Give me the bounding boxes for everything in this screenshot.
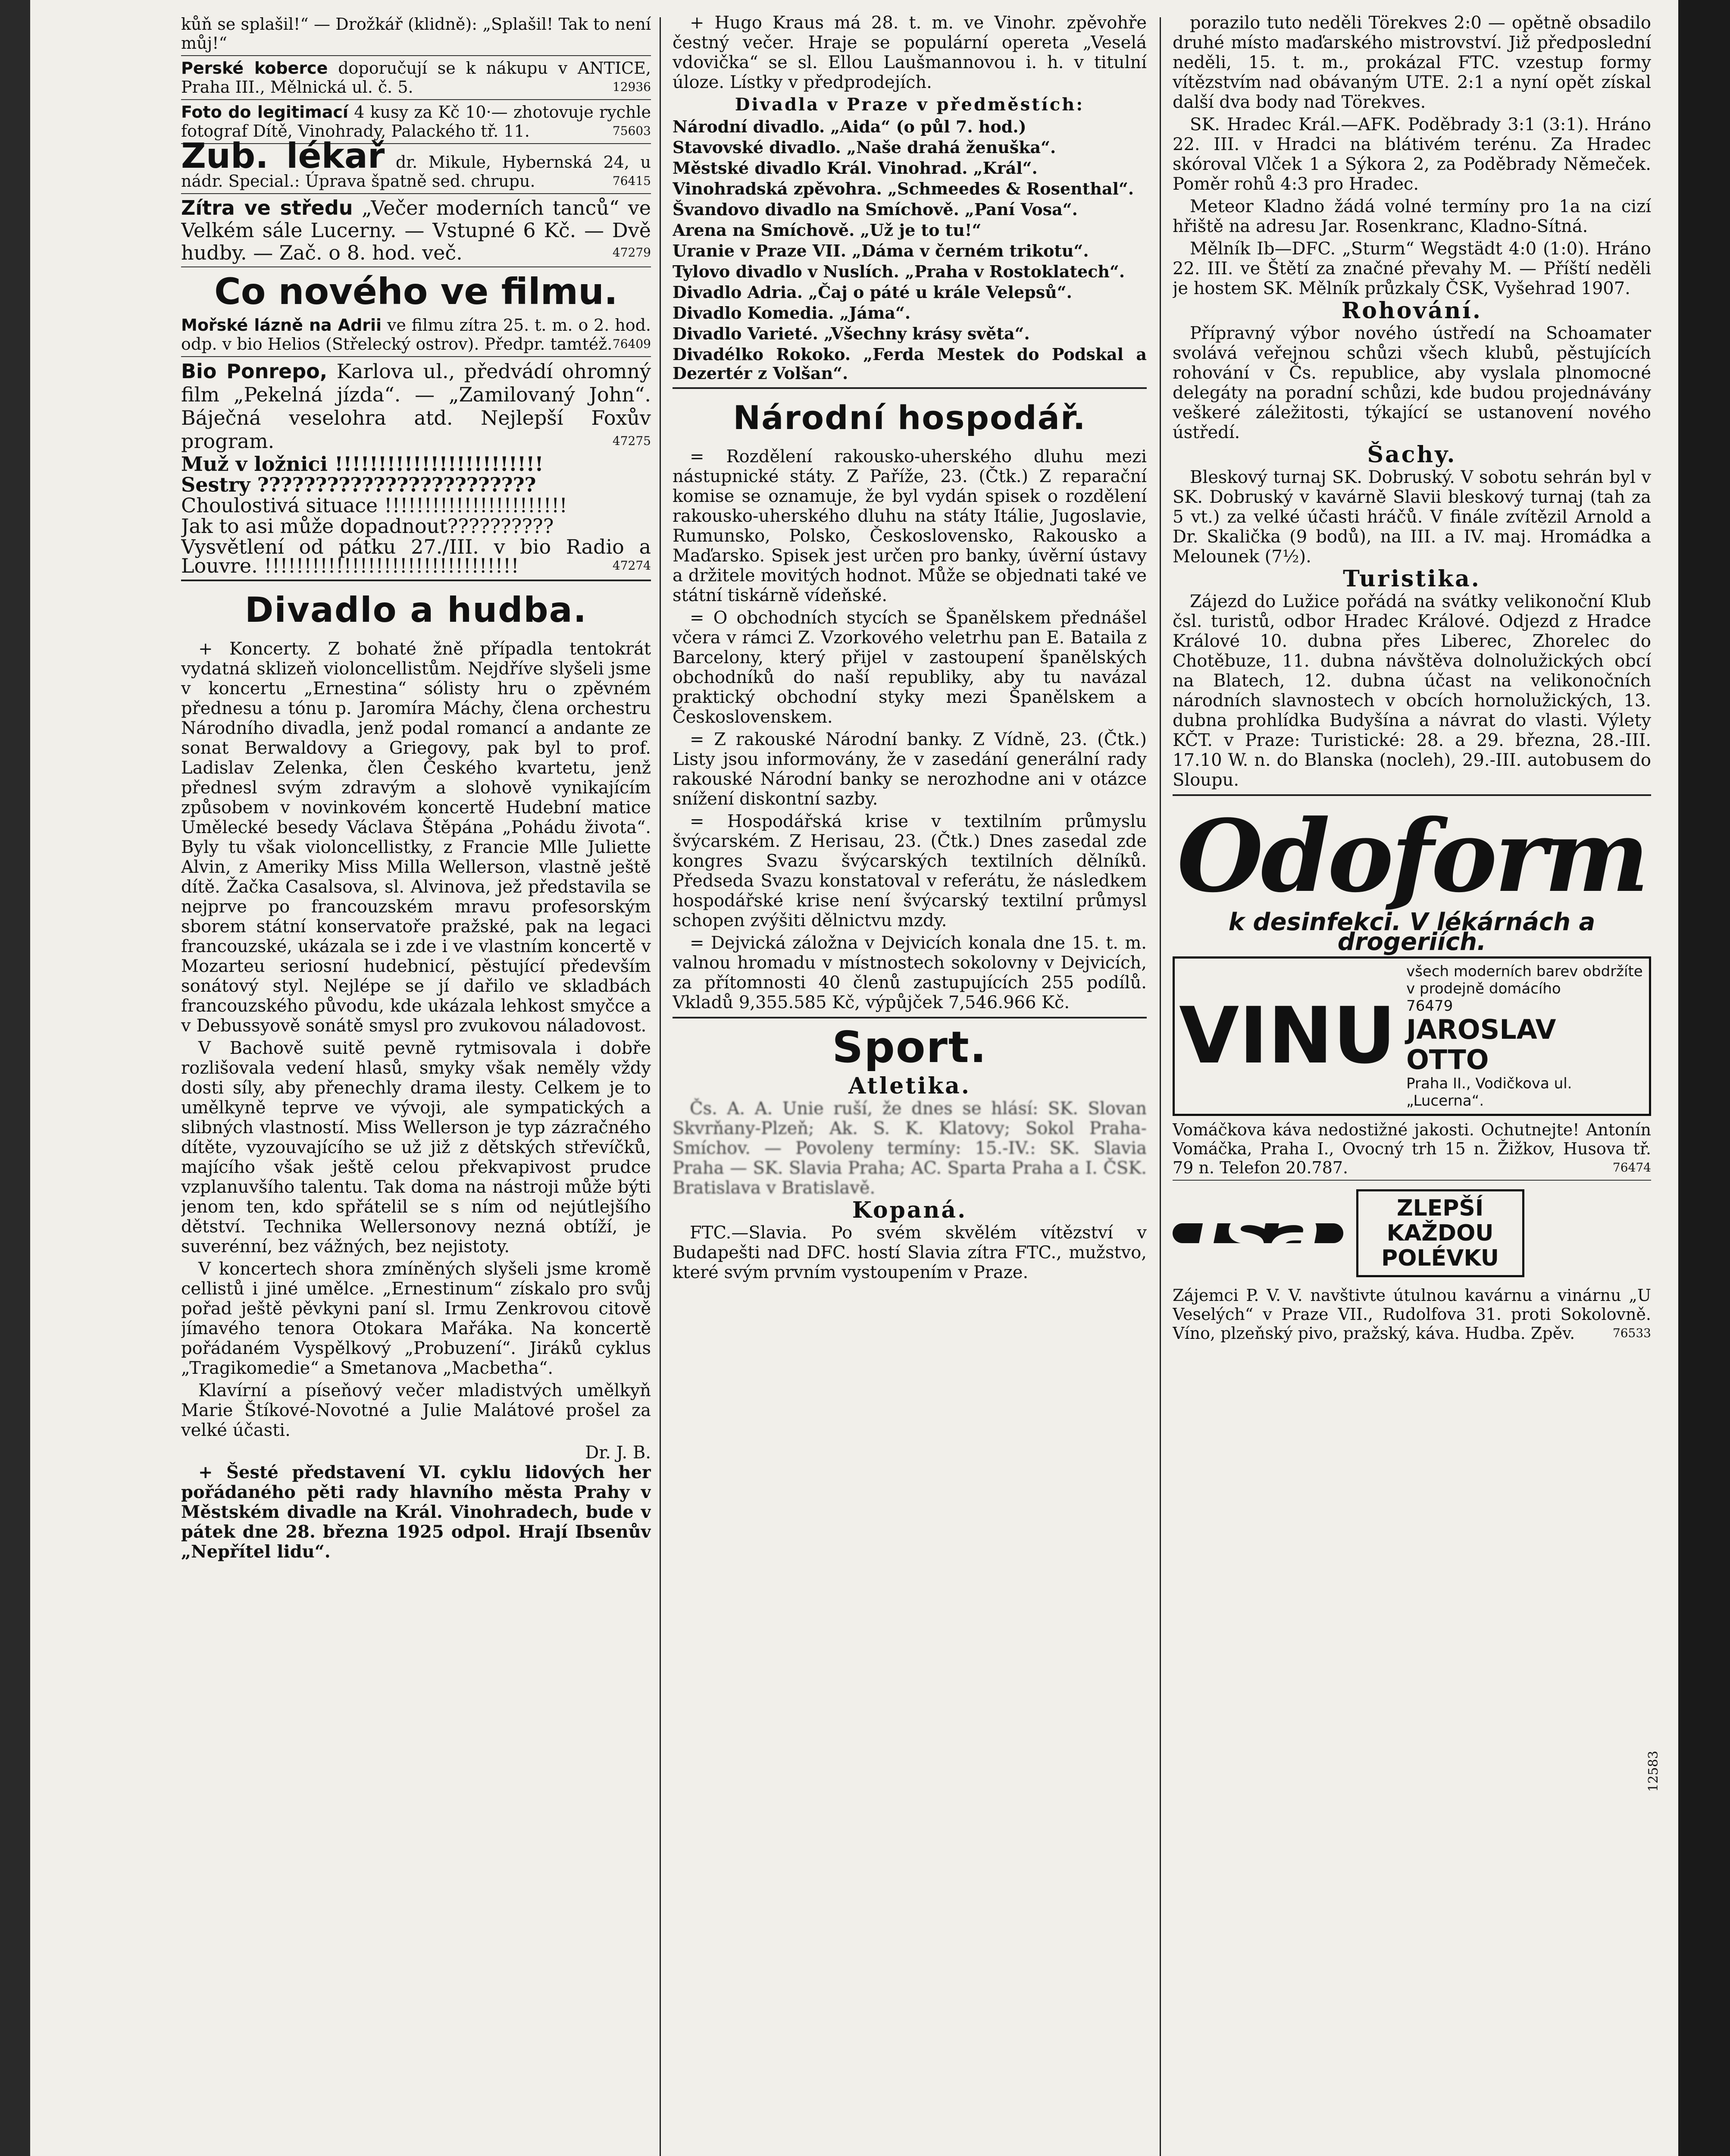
odoform-logo: Odoform	[1177, 798, 1647, 915]
ad-photo	[181, 103, 651, 141]
film-item	[181, 496, 651, 515]
program-title: Divadla v Praze v předměstích:	[735, 94, 1085, 115]
article: = Dejvická záložna v Dejvicích konala dne 15. t. m. valnou hromadu v místnostech sokolovny v Dejvicích, za přítomnosti 40 členů zastupujících 255 podílů. Vkladů 9,355.585 Kč, výpůjček 7,546.966 Kč.	[673, 933, 1147, 1012]
isa-ad	[1173, 1185, 1651, 1282]
article: Klavírní a píseňový večer mladistvých umělkyň Marie Štíkové-Novotné a Julie Malátové prošel za velké účasti.	[181, 1381, 651, 1440]
vinu-address: Praha II., Vodičkova ul. „Lucerna“.	[1406, 1075, 1572, 1109]
column-3	[1173, 13, 1651, 2156]
ad-dance	[181, 197, 651, 264]
article: = Hospodářská krise v textilním průmyslu švýcarském. Z Herisau, 23. (Čtk.) Dnes zasedal zde kongres Svazu švýcarských textilních dělníků. Předseda Svazu konstatoval v referátu, že následkem hospodářské krise není švýcarský textilní průmysl schopen zvýšiti dělnictvu mzdy.	[673, 812, 1147, 931]
isa-logo: Isa	[1173, 1223, 1343, 1243]
ad-code: 76533	[1612, 1326, 1651, 1340]
vinu-logo: VINU	[1179, 991, 1396, 1081]
ad-carpets	[181, 59, 651, 97]
divider	[673, 387, 1147, 389]
veselych-ad	[1173, 1286, 1651, 1343]
film-item	[181, 360, 651, 453]
ad-code: 47279	[612, 245, 651, 260]
scan-left-edge	[0, 0, 30, 2156]
article: Čs. A. A. Unie ruší, že dnes se hlásí: SK. Slovan Skvrňany-Plzeň; Ak. S. K. Klatovy; Sokol Praha-Smíchov. — Povoleny termíny: 15.-IV.: SK. Slavia Praha — SK. Slavia Praha; AC. Sparta Praha a I. ČSK. Bratislava v Bratislavě.	[673, 1099, 1147, 1198]
veselych-text: Zájemci P. V. V. navštivte útulnou kavárnu a vinárnu „U Veselých“ v Praze VII., Rudolfova 31. proti Sokolovně. Víno, plzeňský pivo, pražský, káva. Hudba. Zpěv.	[1173, 1286, 1651, 1343]
article: Mělník Ib—DFC. „Sturm“ Wegstädt 4:0 (1:0). Hráno 22. III. ve Štětí za značné převahy M. — Příští neděli je hostem SK. Mělník průzkaly ČSK, Vyšehrad 1907.	[1173, 239, 1651, 298]
article: + Šesté představení VI. cyklu lidových her pořádaného pěti rady hlavního města Prahy v Městském divadle na Král. Vinohradech, bude v pátek dne 28. března 1925 odpol. Hrají Ibsenův „Nepřítel lidu“.	[181, 1462, 651, 1562]
section-heading: Turistika.	[1343, 566, 1481, 592]
ad-code: 76474	[1612, 1160, 1651, 1175]
article: = O obchodních stycích se Španělskem přednášel včera v rámci Z. Vzorkového veletrhu pan E. Bataila z Barcelony, který přijel v zastoupení španělských obchodníků do naší republiky, aby tu navázal praktický obchodní styky mezi Španělskem a Československem.	[673, 608, 1147, 727]
signature: Dr. J. B.	[585, 1443, 651, 1463]
film-item	[181, 537, 651, 575]
sport-subheading: Atletika.	[848, 1073, 971, 1099]
section-heading: Divadlo a hudba.	[244, 590, 588, 630]
article: V Bachově suitě pevně rytmisovala i dobře rozlišovala vedení hlasů, smyky však neměly vždy dosti síly, aby přenechly drama ilesty. Celkem je to umělkyně teprve ve vývoji, ale sympatických a slibných vlastností. Miss Wellerson je typ zázračného dítěte, vyzouvajícího se už již z dětských střevíčků, majícího však ještě celou překvapivost prudce vzplanuvšího talentu. Tak doma na nástroji může býti jenom ten, kdo spřátelil se s ním od nejútlejšího dětství. Technika Wellersonovy nezná obtíží, je suverénní, bez vážných, bez nejistoty.	[181, 1038, 651, 1257]
divider	[1173, 794, 1651, 796]
column-rule-1	[660, 17, 661, 2156]
program-item: Vinohradská zpěvohra. „Schmeedes & Rosenthal“.	[673, 179, 1134, 198]
ad-code: 12936	[612, 80, 651, 94]
program-item: Divadlo Adria. „Čaj o páté u krále Velepsů“.	[673, 282, 1072, 302]
vinu-name: JAROSLAV OTTO	[1406, 1014, 1556, 1075]
film-item	[181, 452, 651, 476]
article: Přípravný výbor nového ústředí na Schoamater svolává veřejnou schůzi všech klubů, pěstujících rohování v Čs. republice, aby vyslala plnomocné delegáty na poradní schůzi, kde budou projednávány veškeré záležitosti, týkající se ustanovení nového ústředí.	[1173, 323, 1651, 442]
film-item-text: ????????????????????????	[257, 473, 536, 496]
ad-text: doporučují se k nákupu v ANTICE, Praha III., Mělnická ul. č. 5.	[181, 59, 651, 97]
program-item: Divadélko Rokoko. „Ferda Mestek do Podskal a Dezertér z Volšan“.	[673, 345, 1147, 383]
top-joke: kůň se splašil!“ — Drožkář (klidně): „Splašil! Tak to není můj!“	[181, 15, 651, 53]
divider	[673, 1017, 1147, 1018]
ad-code: 75603	[612, 124, 651, 138]
vomackova-text: Vomáčkova káva nedostižné jakosti. Ochutnejte! Antonín Vomáčka, Praha I., Ovocný trh 15 n. Žižkov, Husova tř. 79 n. Telefon 20.787.	[1173, 1120, 1651, 1177]
article: Meteor Kladno žádá volné termíny pro 1a na cizí hřiště na adresu Jar. Rosenkranc, Kladno-Sítná.	[1173, 197, 1651, 236]
section-heading: Šachy.	[1367, 442, 1457, 468]
film-item-text: Karlova ul., předvádí ohromný film „Pekelná jízda“. — „Zamilovaný John“. Báječná veselohra atd. Nejlepší Foxův program.	[181, 360, 651, 453]
program-item: Švandovo divadlo na Smíchově. „Paní Vosa“.	[673, 200, 1078, 219]
odoform-slogan: k desinfekci. V lékárnách a drogeriích.	[1228, 908, 1595, 956]
ad-dentist	[181, 136, 651, 191]
article: Bleskový turnaj SK. Dobruský. V sobotu sehrán byl v SK. Dobruský v kavárně Slavii bleskový turnaj (tah za 5 vt.) za velké účasti hráčů. V finále zvítězil Arnold a Dr. Skalička (9 bodů), na III. a IV. maj. Hromádka a Melounek (7½).	[1173, 467, 1651, 567]
article: + Koncerty. Z bohaté žně případla tentokrát vydatná sklizeň violoncellistům. Nejdříve slyšeli jsme v koncertu „Ernestina“ sólisty hru o zpěvném přednesu a tónu p. Jaromíra Máchy, člena orchestru Národního divadla, jenž podal romancí a andante ze sonat Berwaldovy a Griegovy, pak byl to prof. Ladislav Zelenka, člen Českého kvartetu, jenž přednesl svým zdravým a slohově vynikajícím způsobem v novinkovém koncertě Hudební matice Umělecké besedy Václava Štěpána „Pohádu života“. Byly tu však violoncellistky, z Francie Mlle Juliette Alvin, z Ameriky Miss Milla Wellerson, vlastně ještě dítě. Žačka Casalsova, sl. Alvinova, jež představila se nejprve po francouzském mravu profesorským sborem státní konservatoře pražské, pak na legaci francouzské, ukázala se i zde i ve vlastním koncertě v Mozarteu seriosní hudebnicí, pěstující především sonátový styl. Nejlépe se jí dařilo ve skladbách francouzského původu, kde ukázala lehkost smyčce a v Debussyově sonátě smysl pro zvukovou náladovost.	[181, 639, 651, 1036]
ad-text: 4 kusy za Kč 10·— zhotovuje rychle fotograf Dítě, Vinohrady, Palackého tř. 11.	[181, 103, 651, 141]
section-heading: Národní hospodář.	[733, 398, 1086, 437]
ad-code: 76409	[612, 337, 651, 351]
program-item: Městské divadlo Král. Vinohrad. „Král“.	[673, 158, 1038, 178]
film-item-title: Sestry	[181, 473, 250, 496]
program-item: Uranie v Praze VII. „Dáma v černém trikotu“.	[673, 241, 1089, 260]
program-item: Divadlo Komedia. „Jáma“.	[673, 303, 911, 323]
ad-title: Zítra ve středu	[181, 196, 353, 219]
ad-title: Perské koberce	[181, 59, 328, 78]
odoform-ad	[1173, 798, 1651, 956]
ad-code: 76415	[612, 174, 651, 188]
program-item: Stavovské divadlo. „Naše drahá ženuška“.	[673, 138, 1056, 157]
divider	[181, 99, 651, 100]
isa-slogan: ZLEPŠÍ KAŽDOU POLÉVKU	[1356, 1189, 1524, 1277]
divider	[181, 193, 651, 194]
article: = Rozdělení rakousko-uherského dluhu mezi nástupnické státy. Z Paříže, 23. (Čtk.) Z reparační komise se oznamuje, že byl vydán spisek o rozdělení rakousko-uherského dluhu na státy Itálie, Jugoslavie, Rumunsko, Polsko, Československo, Rakousko a Maďarsko. Spisek jest určen pro banky, úvěrní ústavy a držitele movitých hodnot. Může se objednati také ve státní tiskárně vídeňské.	[673, 447, 1147, 605]
program-item: Arena na Smíchově. „Už je to tu!“	[673, 220, 982, 240]
notice: + Hugo Kraus má 28. t. m. ve Vinohr. zpěvohře čestný večer. Hraje se populární opereta „Veselá vdovička“ se sl. Ellou Laušmannovou i. h. v titulní úloze. Lístky v předprodejích.	[673, 13, 1147, 92]
film-item-title: Bio Ponrepo,	[181, 360, 328, 383]
article: = Z rakouské Národní banky. Z Vídně, 23. (Čtk.) Listy jsou informovány, že v zasedání generální rady rakouské Národní banky se nerozhodne ani v otázce snížení diskontní sazby.	[673, 730, 1147, 809]
film-item-title: Mořské lázně na Adrii	[181, 316, 382, 335]
divider	[181, 356, 651, 357]
film-item-text: ve filmu zítra 25. t. m. o 2. hod. odp. v bio Helios (Střelecký ostrov). Předpr. tamtéž.	[181, 316, 651, 354]
ad-code: 47275	[612, 434, 651, 448]
divider	[181, 266, 651, 267]
article: V koncertech shora zmíněných slyšeli jsme kromě cellistů i jiné umělce. „Ernestinum“ získalo pro svůj pořad ještě pěvkyni paní sl. Irmu Zenkrovou citově jímavého tenora Otokara Mařáka. Na koncertě pořádaném Vyspělkový „Probuzení“. Jiráků cyklus „Tragikomedie“ a Smetanova „Macbetha“.	[181, 1259, 651, 1378]
article: Zájezd do Lužice pořádá na svátky velikonoční Klub čsl. turistů, odbor Hradec Králové. Odjezd z Hradce Králové 10. dubna přes Liberec, Zhorelec do Chotěbuze, 11. dubna návštěva dolnolužických obcí na Blatech, 12. dubna účast na velikonočních národních slavnostech v obcích hornolužických, 13. dubna prohlídka Budyšína a návrat do vlasti. Výlety KČT. v Praze: Turistické: 28. a 29. března, 28.-III. 17.10 W. n. do Blanska (nocleh), 29.-III. autobusem do Sloupu.	[1173, 592, 1651, 790]
film-item-text: Choulostivá situace !!!!!!!!!!!!!!!!!!!!!!!	[181, 494, 568, 517]
divider	[181, 55, 651, 56]
film-item-text: !!!!!!!!!!!!!!!!!!!!!!!!	[334, 452, 544, 476]
film-heading: Co nového ve filmu.	[214, 270, 618, 313]
film-item-title: Muž v ložnici	[181, 452, 328, 476]
ad-title: Foto do legitimací	[181, 103, 348, 122]
column-2	[673, 13, 1147, 2156]
sport-heading: Sport.	[832, 1022, 987, 1072]
divider	[181, 580, 651, 581]
divider	[1173, 1180, 1651, 1181]
article: SK. Hradec Král.—AFK. Poděbrady 3:1 (3:1). Hráno 22. III. v Hradci na blátivém terénu. Za Hradec skóroval Vlček 1 a Sýkora 2, za Poděbrady Němeček. Poměr rohů 4:3 pro Hradec.	[1173, 115, 1651, 194]
film-item-text: Jak to asi může dopadnout??????????	[181, 514, 554, 538]
article: porazilo tuto neděli Törekves 2:0 — opětně obsadilo druhé místo maďarského mistrovství. Již předposlední neděli, 15. t. m., prokázal FTC. vzestup formy vítězstvím nad obávaným UTE. 2:1 a nyní opět získal další dva body nad Törekves.	[1173, 13, 1651, 112]
vinu-top: všech moderních barev obdržíte v prodejně domácího	[1406, 963, 1643, 997]
film-item	[181, 514, 651, 538]
film-item	[181, 475, 651, 494]
sport-subheading: Kopaná.	[852, 1197, 967, 1223]
vomackova-ad	[1173, 1120, 1651, 1177]
scan-right-edge	[1678, 0, 1730, 2156]
program-item: Tylovo divadlo v Nuslích. „Praha v Rostoklatech“.	[673, 262, 1125, 281]
ad-title: Zub. lékař	[181, 136, 385, 176]
section-heading: Rohování.	[1342, 298, 1482, 324]
ad-code: 47274	[612, 558, 651, 573]
side-code: 12583	[1646, 1751, 1661, 1792]
ad-text: dr. Mikule, Hybernská 24, u nádr. Special.: Úprava špatně sed. chrupu.	[181, 153, 651, 191]
program-item: Národní divadlo. „Aida“ (o půl 7. hod.)	[673, 117, 1026, 136]
vinu-details	[1406, 963, 1645, 1109]
column-rule-2	[1160, 17, 1161, 2156]
vinu-ad	[1173, 956, 1651, 1116]
vinu-code: 76479	[1406, 997, 1453, 1015]
article: FTC.—Slavia. Po svém skvělém vítězství v Budapešti nad DFC. hostí Slavia zítra FTC., mužstvo, které svým prvním vystoupením v Praze.	[673, 1223, 1147, 1282]
film-item-text: Vysvětlení od pátku 27./III. v bio Radio a Louvre. !!!!!!!!!!!!!!!!!!!!!!!!!!!!!!!!	[181, 535, 651, 577]
film-item	[181, 316, 651, 354]
ad-text: „Večer moderních tanců“ ve Velkém sále Lucerny. — Vstupné 6 Kč. — Dvě hudby. — Zač. o 8. hod. več.	[181, 196, 651, 264]
program-item: Divadlo Varieté. „Všechny krásy světa“.	[673, 324, 1030, 343]
column-1	[181, 13, 651, 2156]
